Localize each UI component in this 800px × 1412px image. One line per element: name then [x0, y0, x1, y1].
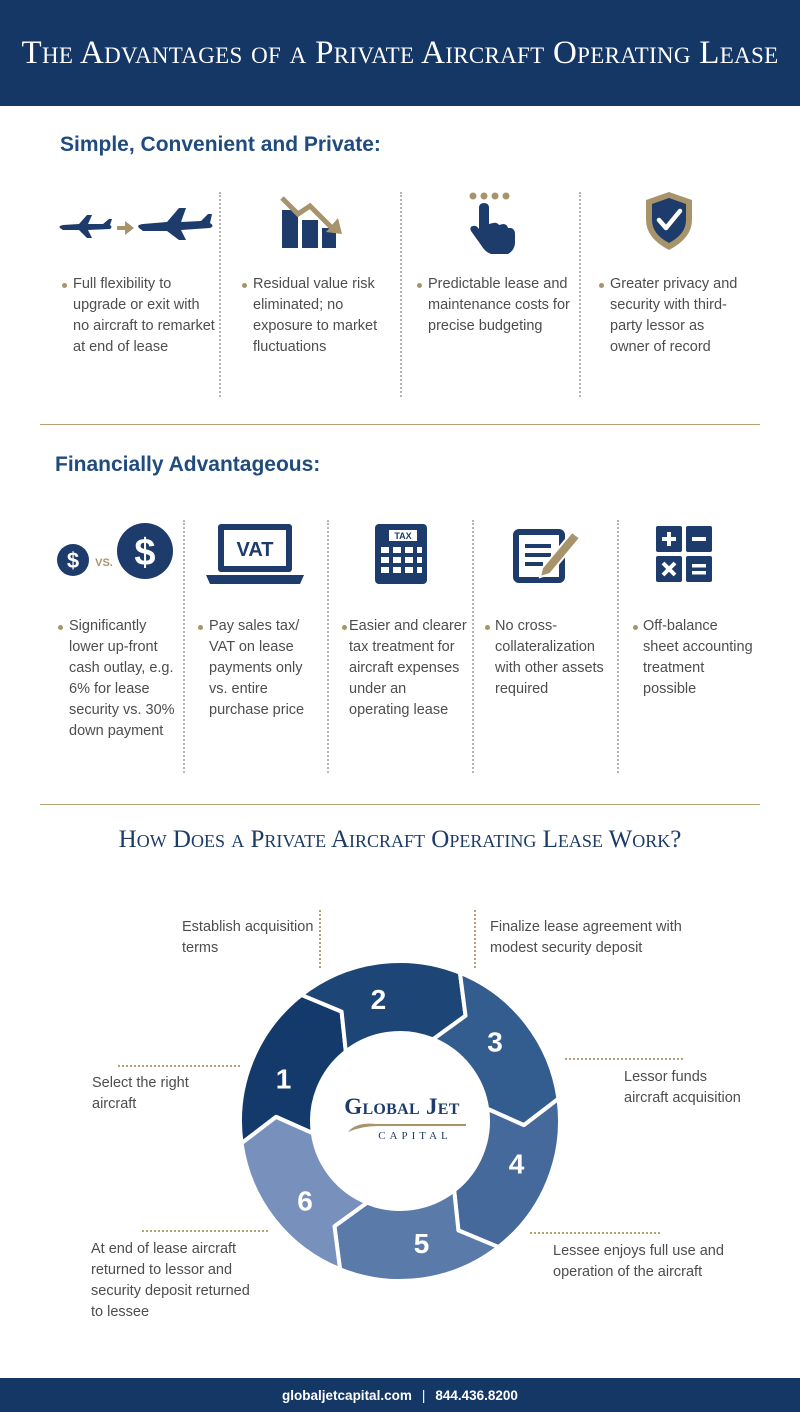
global-jet-capital-logo [340, 1092, 470, 1148]
step-2-label: Establish acquisition terms [182, 919, 314, 956]
step-4-label: Lessor funds aircraft acquisition [624, 1069, 741, 1106]
advantage-text: Greater privacy and security with third-party lessor as owner of record [610, 276, 738, 355]
logo-subtitle: CAPITAL [378, 1130, 452, 1142]
website-link[interactable]: globaljetcapital.com [282, 1387, 412, 1403]
vat-label: VAT [236, 539, 274, 561]
svg-text:$: $ [66, 548, 80, 573]
step-3-number: 3 [487, 1026, 503, 1058]
step-1-label: Select the right aircraft [92, 1075, 189, 1112]
leader-line [530, 1232, 660, 1234]
step-3-label: Finalize lease agreement with modest security deposit [490, 919, 682, 956]
section-title-simple: Simple, Convenient and Private: [60, 133, 381, 156]
how-it-works-title: How Does a Private Aircraft Operating Lease Work? [118, 826, 682, 853]
tax-label: TAX [394, 531, 412, 541]
step-6-label: At end of lease aircraft returned to lessor and security deposit returned to lessee [91, 1241, 250, 1320]
logo-wordmark: Global Jet [344, 1094, 460, 1119]
step-2-number: 2 [370, 983, 387, 1015]
step-1-number: 1 [275, 1063, 292, 1095]
advantage-text: Easier and clearer tax treatment for aircraft expenses under an operating lease [349, 618, 467, 718]
phone-number[interactable]: 844.436.8200 [435, 1387, 518, 1403]
footer-bar [0, 1378, 800, 1412]
step-5-number: 5 [413, 1228, 430, 1260]
advantage-text: Significantly lower up-front cash outlay, e.g. 6% for lease security vs. 30% down payment [69, 618, 175, 739]
step-4-number: 4 [508, 1148, 525, 1180]
advantage-text: Predictable lease and maintenance costs for precise budgeting [428, 276, 570, 334]
leader-line [118, 1065, 240, 1067]
leader-line [474, 910, 476, 968]
advantage-text: Pay sales tax/ VAT on lease payments only vs. entire purchase price [209, 618, 305, 718]
page-title: The Advantages of a Private Aircraft Operating Lease [21, 34, 779, 71]
footer-separator: | [421, 1387, 426, 1403]
section-title-financial: Financially Advantageous: [55, 453, 321, 476]
svg-text:$: $ [134, 532, 156, 574]
advantage-text: Off-balance sheet accounting treatment possible [643, 618, 753, 697]
step-5-label: Lessee enjoys full use and operation of the aircraft [553, 1243, 724, 1280]
leader-line [565, 1058, 683, 1060]
advantage-text: Residual value risk eliminated; no exposure to market fluctuations [253, 276, 378, 355]
leader-line [142, 1230, 268, 1232]
vs-label: VS. [95, 557, 113, 569]
advantage-text: Full flexibility to upgrade or exit with no aircraft to remarket at end of lease [73, 276, 215, 355]
step-6-number: 6 [297, 1185, 313, 1217]
advantage-text: No cross-collateralization with other assets required [495, 618, 604, 697]
